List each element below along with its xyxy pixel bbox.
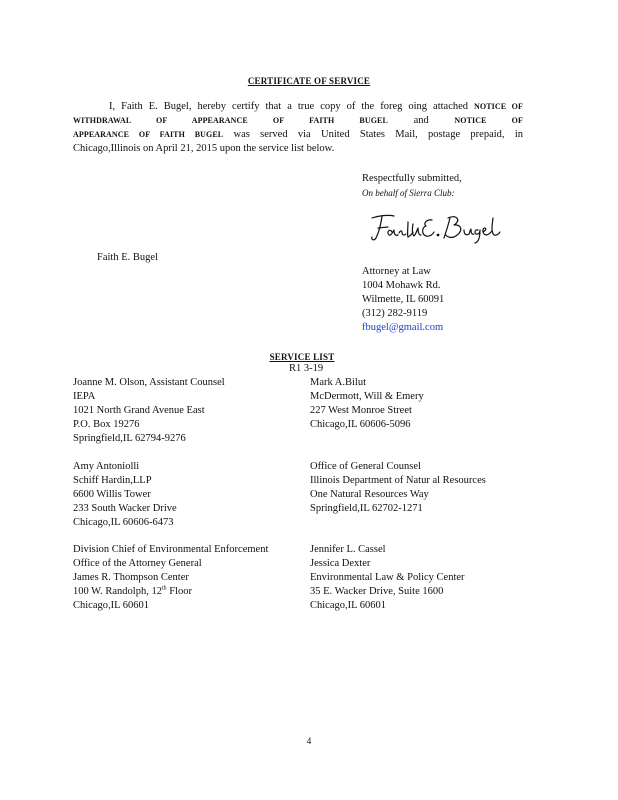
service-list-title: SERVICE LIST	[269, 352, 335, 362]
recipient-line: McDermott, Will & Emery	[310, 391, 424, 402]
recipient-line: Chicago,IL 60606-5096	[310, 419, 411, 430]
attorney-address-1: 1004 Mohawk Rd.	[362, 280, 441, 291]
floor-text: Floor	[166, 586, 193, 597]
body-text: Chicago,Illinois on April 21, 2015 upon the service list below.	[73, 143, 335, 154]
recipient-line: One Natural Resources Way	[310, 489, 429, 500]
recipient-line: Schiff Hardin,LLP	[73, 475, 152, 486]
recipient-line: Division Chief of Environmental Enforcement	[73, 544, 269, 555]
handwritten-signature	[368, 210, 503, 246]
service-list-subtitle: R1 3-19	[289, 363, 324, 374]
certificate-body	[73, 100, 523, 156]
body-line-4	[73, 142, 523, 156]
recipient-line: James R. Thompson Center	[73, 572, 189, 583]
attorney-role: Attorney at Law	[362, 266, 431, 277]
recipient-line: Mark A.Bilut	[310, 377, 367, 388]
recipient-line: Office of General Counsel	[310, 461, 421, 472]
recipient-line: Chicago,IL 60601	[73, 600, 150, 611]
attorney-email[interactable]: fbugel@gmail.com	[362, 322, 444, 333]
street-text: 100 W. Randolph, 12	[73, 586, 162, 597]
recipient-line: Office of the Attorney General	[73, 558, 202, 569]
recipient-line: 233 South Wacker Drive	[73, 503, 177, 514]
recipient-left-1	[73, 376, 303, 446]
body-line-3	[73, 128, 523, 142]
recipient-line: 35 E. Wacker Drive, Suite 1600	[310, 586, 444, 597]
body-line-2	[73, 114, 523, 128]
ordinal-suffix: th	[161, 585, 167, 592]
notice-of: NOTICE OF	[474, 102, 523, 111]
withdrawal-caption: WITHDRAWAL OF APPEARANCE OF FAITH BUGEL	[73, 116, 388, 125]
recipient-line: Springfield,IL 62794-9276	[73, 433, 186, 444]
recipient-line: Joanne M. Olson, Assistant Counsel	[73, 377, 225, 388]
recipient-line: Environmental Law & Policy Center	[310, 572, 465, 583]
recipient-line	[73, 585, 313, 599]
recipient-line: 1021 North Grand Avenue East	[73, 405, 205, 416]
recipient-right-1	[310, 376, 540, 432]
body-text: I, Faith E. Bugel, hereby certify that a true copy of the foreg oing attached	[109, 101, 475, 112]
attorney-phone: (312) 282-9119	[362, 308, 428, 319]
recipient-line: 6600 Willis Tower	[73, 489, 151, 500]
recipient-right-3	[310, 543, 540, 613]
document-title: CERTIFICATE OF SERVICE	[247, 76, 371, 86]
attorney-address-2: Wilmette, IL 60091	[362, 294, 445, 305]
recipient-line: IEPA	[73, 391, 96, 402]
closing: Respectfully submitted,	[362, 173, 462, 184]
body-text: was served via United States Mail, postage prepaid, in	[223, 129, 523, 140]
on-behalf-line: On behalf of Sierra Club:	[362, 188, 455, 198]
recipient-line: Amy Antoniolli	[73, 461, 140, 472]
recipient-right-2	[310, 460, 540, 516]
page-number: 4	[306, 736, 312, 746]
recipient-line: Illinois Department of Natur al Resources	[310, 475, 486, 486]
recipient-line: Springfield,IL 62702-1271	[310, 503, 423, 514]
recipient-line: 227 West Monroe Street	[310, 405, 412, 416]
recipient-line: Chicago,IL 60606-6473	[73, 517, 174, 528]
appearance-caption: APPEARANCE OF FAITH BUGEL	[73, 130, 224, 139]
recipient-line: Chicago,IL 60601	[310, 600, 387, 611]
recipient-left-2	[73, 460, 303, 530]
signer-name: Faith E. Bugel	[97, 252, 158, 263]
recipient-line: P.O. Box 19276	[73, 419, 140, 430]
recipient-left-3	[73, 543, 313, 613]
notice-of: NOTICE OF	[454, 116, 523, 125]
recipient-line: Jennifer L. Cassel	[310, 544, 386, 555]
recipient-line: Jessica Dexter	[310, 558, 371, 569]
body-text: and	[387, 115, 455, 126]
body-line-1	[73, 100, 523, 114]
